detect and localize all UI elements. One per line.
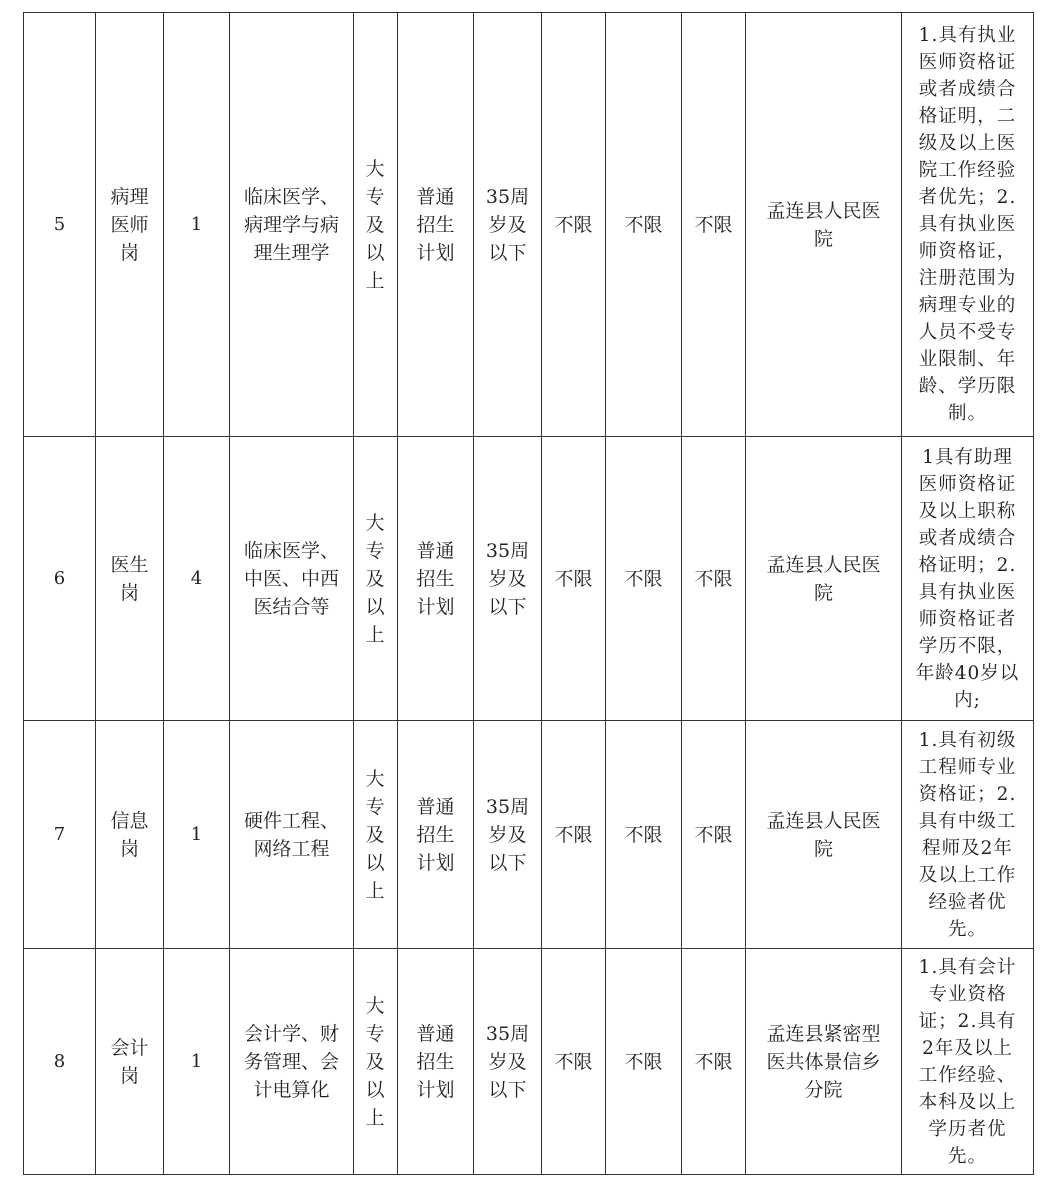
requirement-unlimited-1: 不限 [542, 949, 606, 1175]
requirement-unlimited-1: 不限 [542, 13, 606, 437]
table-row [24, 13, 1034, 437]
age-requirement: 35周岁及以下 [474, 721, 542, 949]
remarks: 1.具有初级工程师专业资格证；2.具有中级工程师及2年及以上工作经验者优先。 [902, 721, 1034, 949]
row-number: 5 [24, 13, 96, 437]
requirement-unlimited-3: 不限 [682, 949, 746, 1175]
requirement-unlimited-2: 不限 [606, 949, 682, 1175]
headcount: 1 [164, 13, 230, 437]
recruitment-plan: 普通招生计划 [398, 721, 474, 949]
education-requirement: 大专及以上 [354, 437, 398, 721]
position-title: 病理医师岗 [96, 13, 164, 437]
recruitment-plan: 普通招生计划 [398, 437, 474, 721]
requirement-unlimited-1: 不限 [542, 721, 606, 949]
recruitment-plan: 普通招生计划 [398, 949, 474, 1175]
major-requirement: 硬件工程、网络工程 [230, 721, 354, 949]
recruitment-plan: 普通招生计划 [398, 13, 474, 437]
table-row [24, 949, 1034, 1175]
education-requirement: 大专及以上 [354, 13, 398, 437]
requirement-unlimited-2: 不限 [606, 437, 682, 721]
row-number: 8 [24, 949, 96, 1175]
age-requirement: 35周岁及以下 [474, 437, 542, 721]
remarks: 1.具有执业医师资格证或者成绩合格证明，二级及以上医院工作经验者优先；2.具有执业医师资格证，注册范围为病理专业的人员不受专业限制、年龄、学历限制。 [902, 13, 1034, 437]
row-number: 7 [24, 721, 96, 949]
employer-unit: 孟连县人民医院 [746, 13, 902, 437]
position-title: 信息岗 [96, 721, 164, 949]
education-requirement: 大专及以上 [354, 721, 398, 949]
employer-unit: 孟连县人民医院 [746, 721, 902, 949]
requirement-unlimited-1: 不限 [542, 437, 606, 721]
headcount: 1 [164, 949, 230, 1175]
major-requirement: 会计学、财务管理、会计电算化 [230, 949, 354, 1175]
major-requirement: 临床医学、病理学与病理生理学 [230, 13, 354, 437]
headcount: 4 [164, 437, 230, 721]
age-requirement: 35周岁及以下 [474, 949, 542, 1175]
requirement-unlimited-3: 不限 [682, 13, 746, 437]
major-requirement: 临床医学、中医、中西医结合等 [230, 437, 354, 721]
headcount: 1 [164, 721, 230, 949]
requirement-unlimited-2: 不限 [606, 13, 682, 437]
position-title: 医生岗 [96, 437, 164, 721]
recruitment-table [23, 12, 1034, 1175]
employer-unit: 孟连县人民医院 [746, 437, 902, 721]
position-title: 会计岗 [96, 949, 164, 1175]
table-row [24, 437, 1034, 721]
row-number: 6 [24, 437, 96, 721]
age-requirement: 35周岁及以下 [474, 13, 542, 437]
employer-unit: 孟连县紧密型医共体景信乡分院 [746, 949, 902, 1175]
requirement-unlimited-3: 不限 [682, 437, 746, 721]
table-row [24, 721, 1034, 949]
education-requirement: 大专及以上 [354, 949, 398, 1175]
requirement-unlimited-2: 不限 [606, 721, 682, 949]
remarks: 1具有助理医师资格证及以上职称或者成绩合格证明；2.具有执业医师资格证者学历不限，年龄40岁以内; [902, 437, 1034, 721]
requirement-unlimited-3: 不限 [682, 721, 746, 949]
remarks: 1.具有会计专业资格证；2.具有2年及以上工作经验、本科及以上学历者优先。 [902, 949, 1034, 1175]
